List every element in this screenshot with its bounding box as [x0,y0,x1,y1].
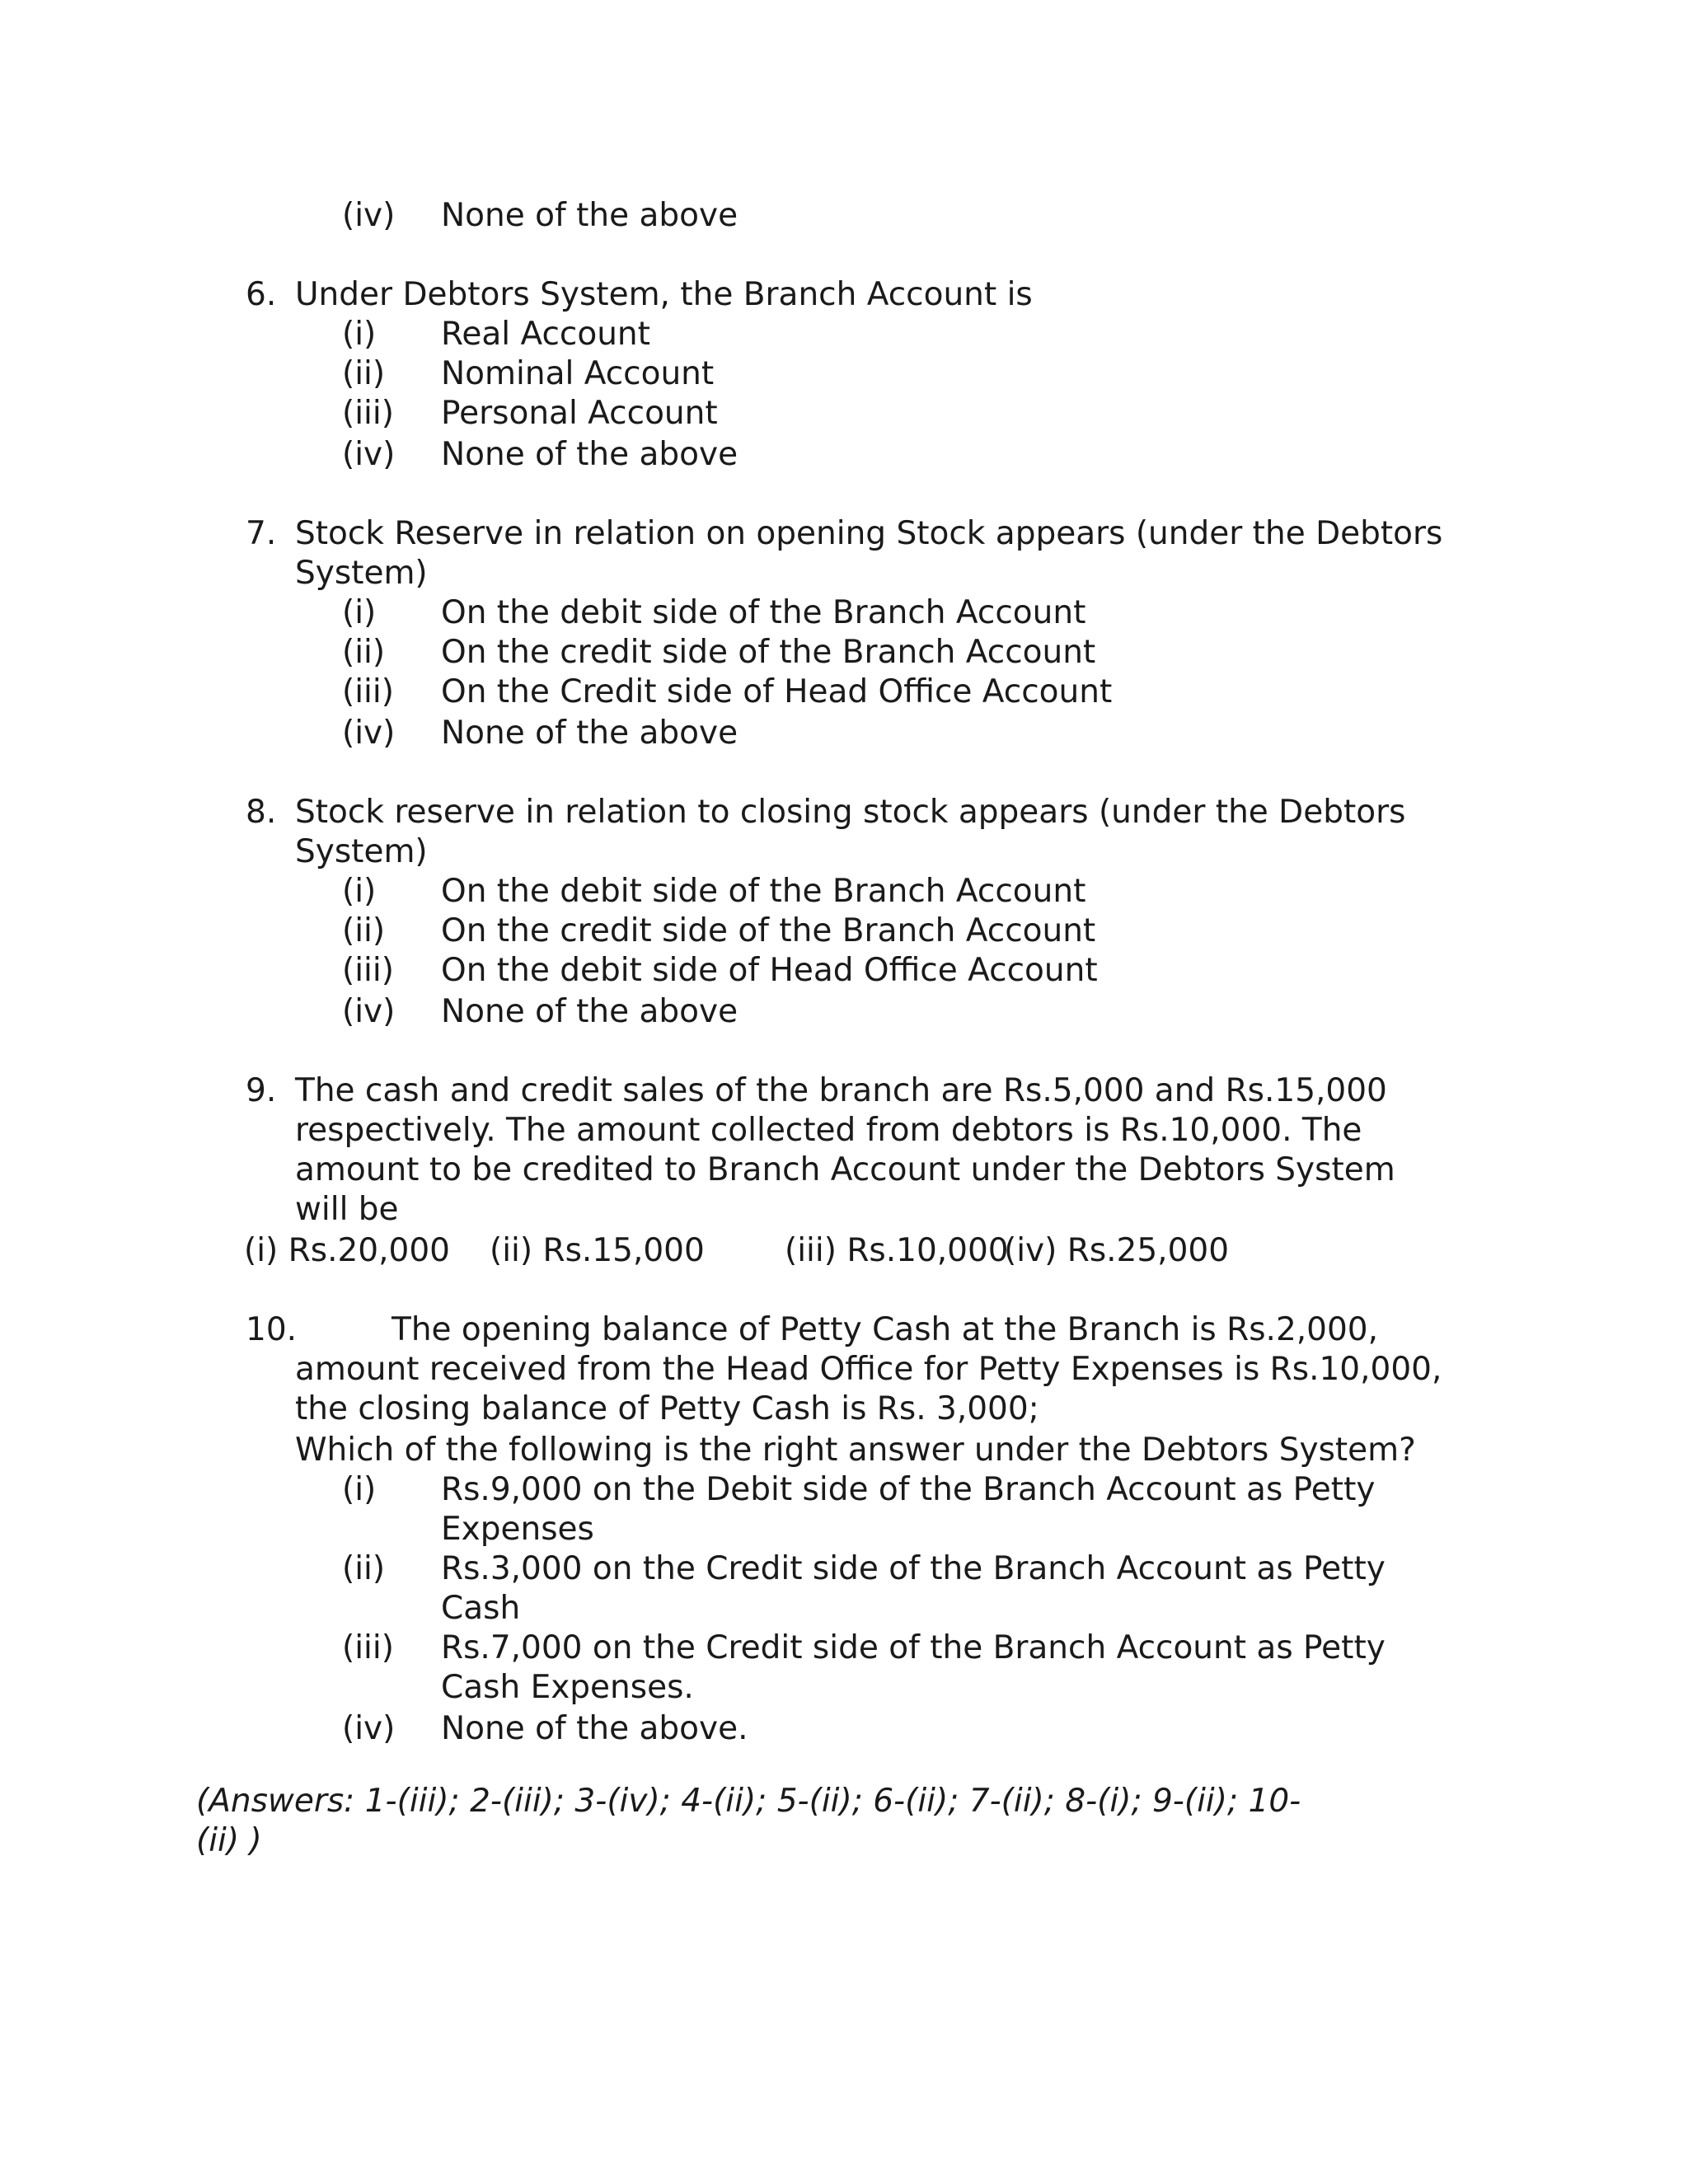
option-text: Cash Expenses. [441,1669,694,1706]
option-text: On the credit side of the Branch Account [441,912,1096,949]
question-text: Which of the following is the right answer under the Debtors System? [295,1432,1416,1469]
question-text: amount to be credited to Branch Account under the Debtors System [295,1151,1395,1188]
option-text: Expenses [441,1511,594,1548]
question-text: Stock reserve in relation to closing stock appears (under the Debtors [295,794,1406,831]
question-number: 9. [246,1072,277,1109]
option-text: On the credit side of the Branch Account [441,634,1096,671]
question-number: 10. [246,1311,298,1348]
option-inline: (iv) Rs.25,000 [1004,1232,1230,1269]
option-text: On the debit side of the Branch Account [441,594,1086,631]
option-inline: (ii) Rs.15,000 [490,1232,705,1269]
option-text: None of the above [441,993,738,1030]
question-text: System) [295,555,428,592]
question-text: The opening balance of Petty Cash at the Branch is Rs.2,000, [392,1311,1379,1348]
option-label: (i) [342,594,377,631]
option-label: (iv) [342,715,396,752]
option-label: (iii) [342,673,394,710]
option-text: Nominal Account [441,355,715,392]
question-text: respectively. The amount collected from debtors is Rs.10,000. The [295,1112,1362,1149]
option-label: (i) [342,873,377,910]
option-label: (iii) [342,395,394,432]
option-text: On the debit side of Head Office Account [441,952,1098,989]
option-label: (ii) [342,1550,386,1587]
question-text: amount received from the Head Office for Petty Expenses is Rs.10,000, [295,1351,1442,1388]
question-text: Under Debtors System, the Branch Account is [295,276,1033,313]
option-label: (i) [342,316,377,353]
option-text: Rs.7,000 on the Credit side of the Branch Account as Petty [441,1629,1386,1666]
option-label: (iv) [342,197,396,234]
option-text: On the debit side of the Branch Account [441,873,1086,910]
option-text: None of the above [441,197,738,234]
question-text: The cash and credit sales of the branch are Rs.5,000 and Rs.15,000 [295,1072,1387,1109]
option-label: (i) [342,1471,377,1508]
option-text: Real Account [441,316,650,353]
option-label: (iv) [342,1710,396,1747]
question-text: Stock Reserve in relation on opening Stock appears (under the Debtors [295,515,1443,552]
answer-key-line: (Answers: 1-(iii); 2-(iii); 3-(iv); 4-(ii); 5-(ii); 6-(ii); 7-(ii); 8-(i); 9-(ii); 10- [196,1783,1301,1820]
option-text: Rs.3,000 on the Credit side of the Branch Account as Petty [441,1550,1386,1587]
question-text: System) [295,833,428,870]
option-label: (iv) [342,993,396,1030]
option-label: (iv) [342,436,396,473]
option-inline: (iii) Rs.10,000 [785,1232,1009,1269]
question-number: 8. [246,794,277,831]
option-text: Rs.9,000 on the Debit side of the Branch Account as Petty [441,1471,1376,1508]
option-text: On the Credit side of Head Office Account [441,673,1113,710]
question-text: will be [295,1191,399,1228]
option-text: None of the above [441,436,738,473]
answer-key-line: (ii) ) [196,1822,262,1859]
option-label: (iii) [342,952,394,989]
question-number: 6. [246,276,277,313]
option-label: (ii) [342,912,386,949]
option-text: Cash [441,1590,521,1627]
option-label: (iii) [342,1629,394,1666]
option-label: (ii) [342,634,386,671]
question-number: 7. [246,515,277,552]
question-text: the closing balance of Petty Cash is Rs. 3,000; [295,1390,1039,1427]
option-text: Personal Account [441,395,718,432]
option-label: (ii) [342,355,386,392]
option-text: None of the above [441,715,738,752]
option-inline: (i) Rs.20,000 [244,1232,450,1269]
option-text: None of the above. [441,1710,748,1747]
